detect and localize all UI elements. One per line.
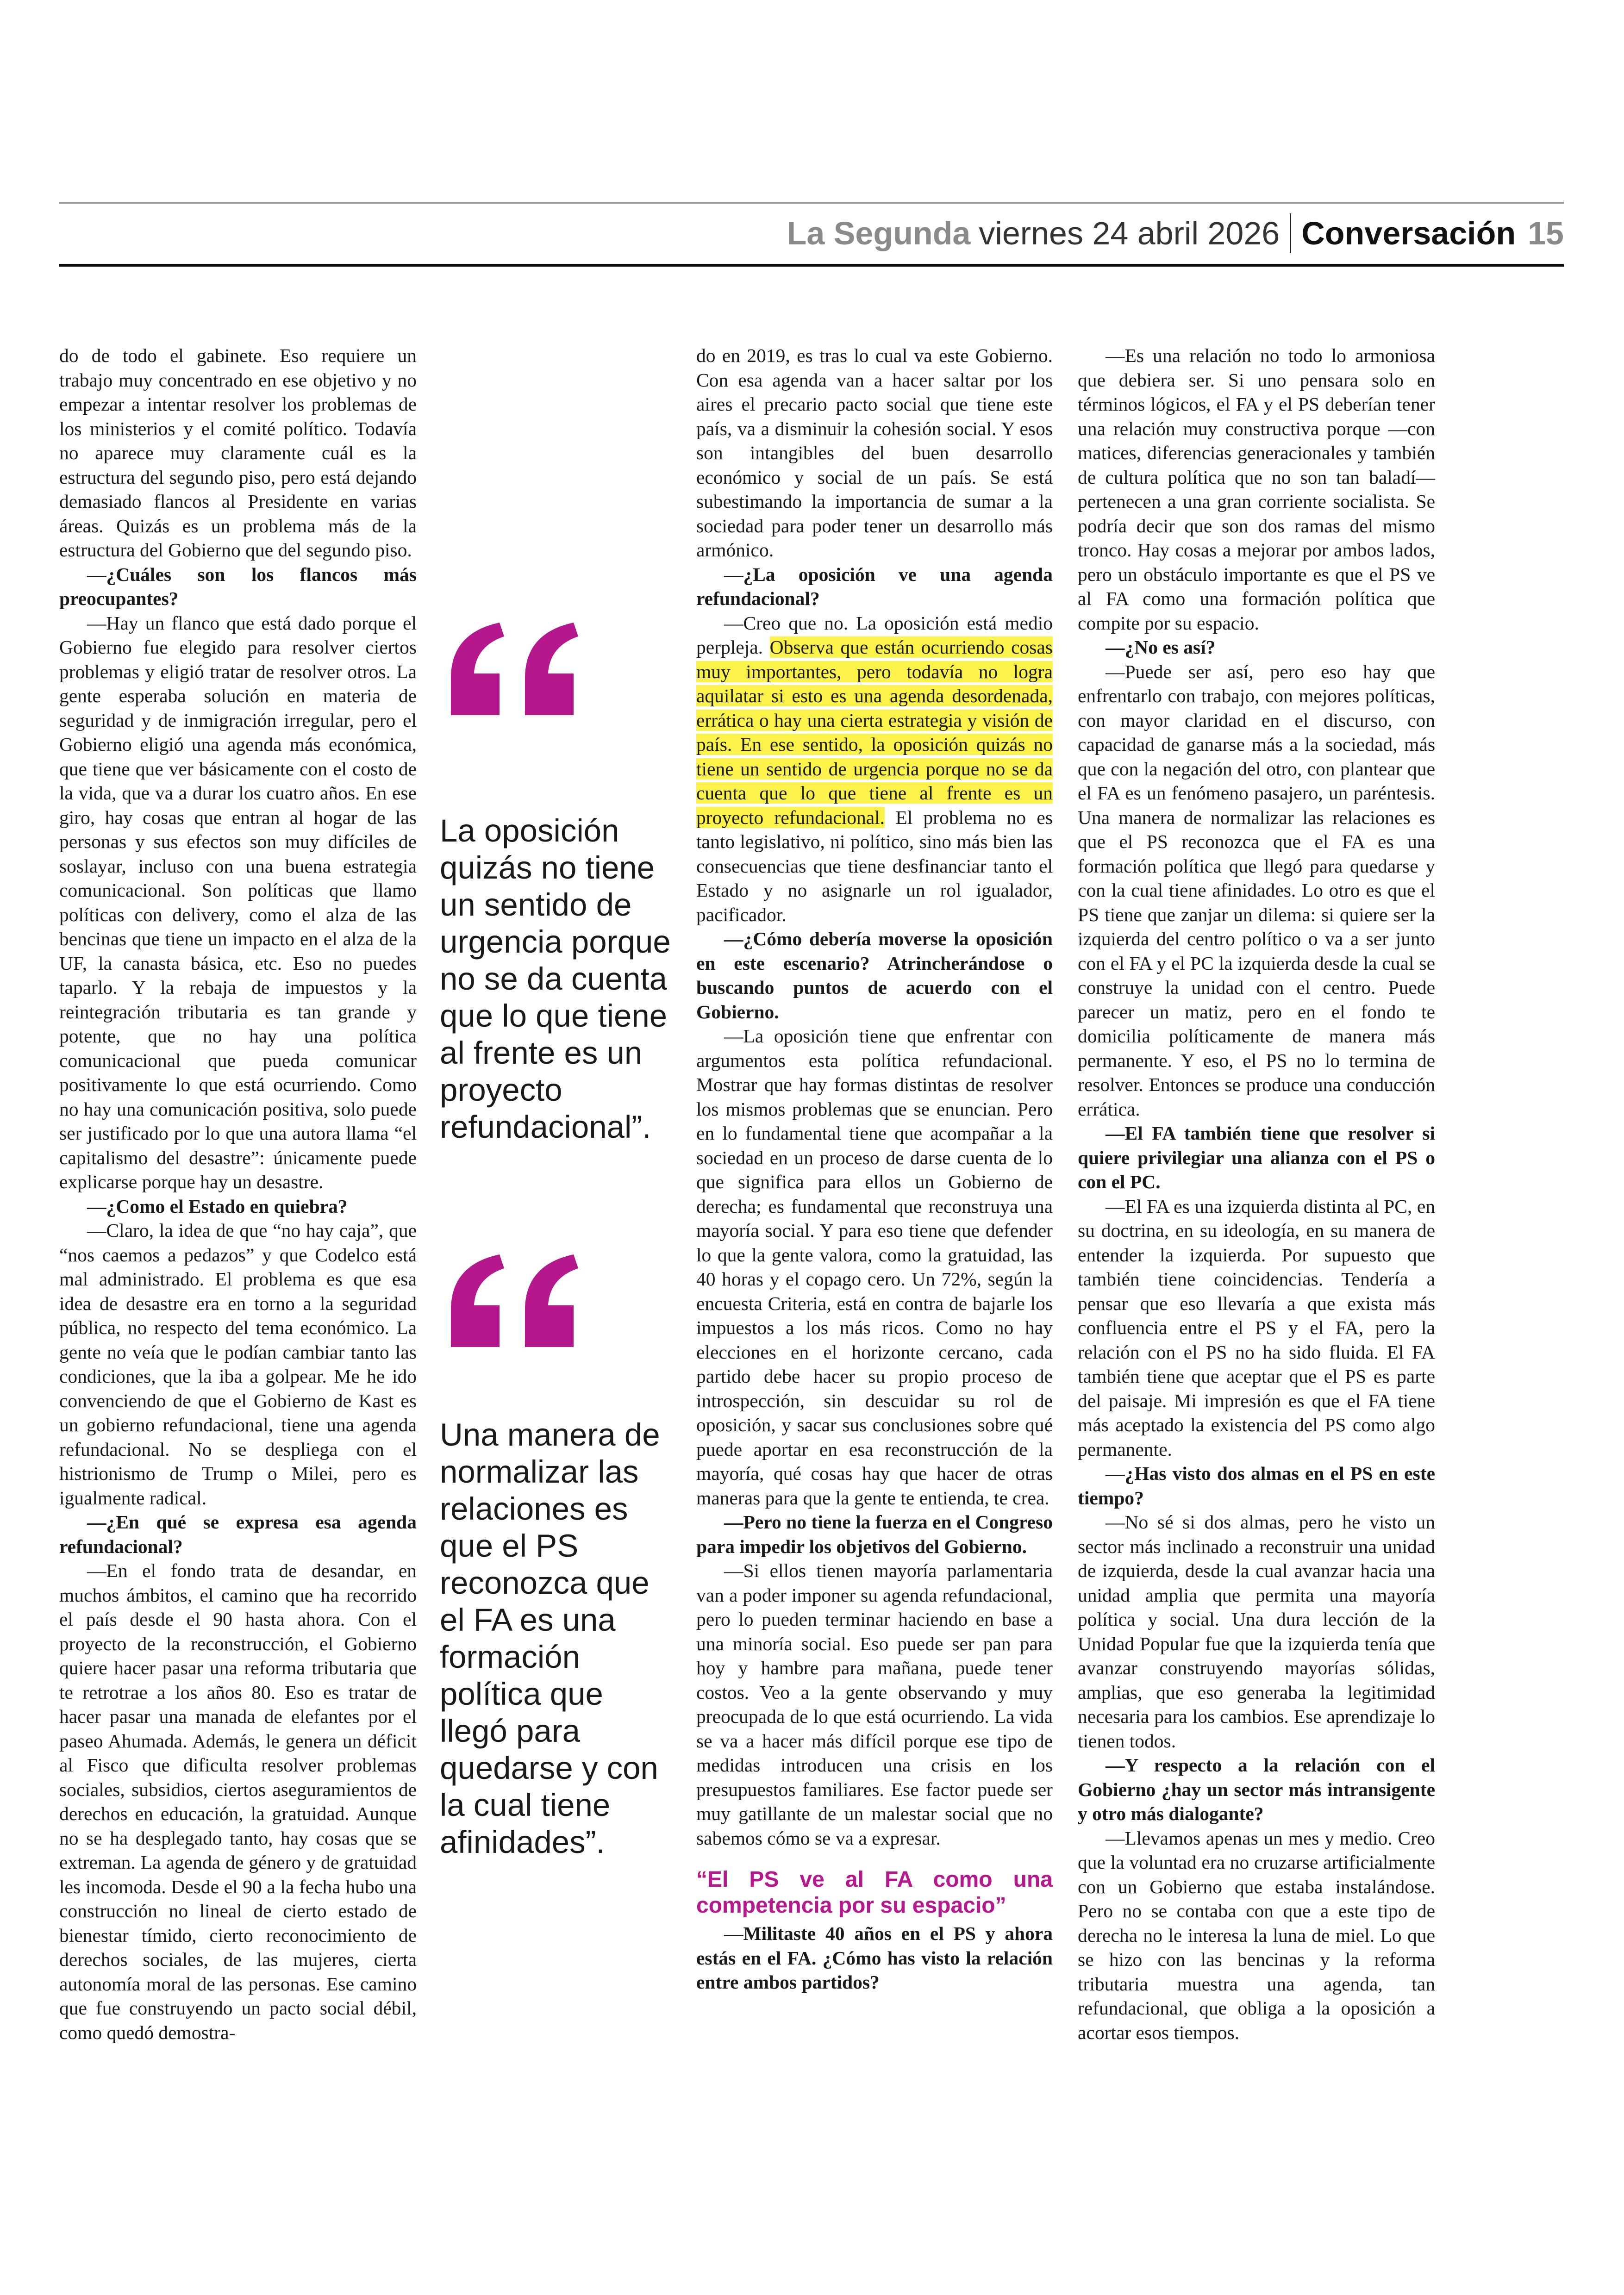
interview-question: —Pero no tiene la fuerza en el Congreso para impedir los objetivos del Gobierno.	[696, 1511, 1053, 1557]
pull-quote-1	[440, 623, 671, 1146]
paragraph: —En el fondo trata de desandar, en muchos ámbitos, el camino que ha recorrido el país desde el 90 hasta ahora. Con el proyecto de la reconstrucción, el Gobierno quiere hacer pasar una reforma tributaria que te retrotrae a los años 80. Eso es tratar de hacer pasar una manada de elefantes por el paseo Ahumada. Además, le genera un déficit al Fisco que dificulta resolver problemas sociales, subsidios, ciertos aseguramientos de derechos en educación, la gratuidad. Aunque no se ha desplegado tanto, hay cosas que se extreman. La agenda de género y de gratuidad les incomoda. Desde el 90 a la fecha hubo una construcción no lineal de cierto estado de bienestar tímido, cierto reconocimiento de derechos sociales, de las mujeres, cierta autonomía moral de las personas. Ese camino que fue construyendo un pacto social débil, como quedó demostra-	[59, 1560, 417, 2043]
section-name: Conversación	[1301, 215, 1516, 251]
interview-question: —¿No es así?	[1106, 636, 1216, 658]
pull-quote-text: La oposición quizás no tiene un sentido de urgencia porque no se da cuenta que lo que tiene al frente es un proyecto refundacional”.	[440, 813, 671, 1145]
paragraph: —La oposición tiene que enfrentar con argumentos esta política refundacional. Mostrar que hay formas distintas de resolver los mismos problemas que se enuncian. Pero en lo fundamental tiene que acompañar a la sociedad en un proceso de darse cuenta de lo que significa para ellos un Gobierno de derecha; es fundamental que reconstruya una mayoría social. Y para eso tiene que defender lo que la gente valora, como la gratuidad, las 40 horas y el copago cero. Un 72%, según la encuesta Criteria, está en contra de bajarle los impuestos a los más ricos. Como no hay elecciones en el horizonte cercano, cada partido debe hacer su propio proceso de introspección, sin descuidar su rol de oposición, y sacar sus conclusiones sobre qué puede aportar en esa reconstrucción de la mayoría, qué cosas hay que hacer de otras maneras para que la gente te entienda, te crea.	[696, 1025, 1053, 1509]
article-column-2	[696, 343, 1053, 1995]
highlighted-text: Observa que están ocurriendo cosas muy importantes, pero todavía no logra aquilatar si esto es una agenda desordenada, errática o hay una cierta estrategia y visión de país. En ese sentido, la oposición quizás no tiene un sentido de urgencia porque no se da cuenta que lo que tiene al frente es un proyecto refundacional.	[696, 636, 1053, 828]
interview-question: —¿La oposición ve una agenda refundacional?	[696, 563, 1053, 609]
paragraph-text: —Creo que no. La oposición está medio perpleja.	[696, 612, 1053, 658]
pull-quote-text: Una manera de normalizar las relaciones es que el PS reconozca que el FA es una formación política que llegó para quedarse y con la cual tiene afinidades”.	[440, 1417, 660, 1860]
paragraph: do de todo el gabinete. Eso requiere un trabajo muy concentrado en ese objetivo y no empezar a intentar resolver los problemas de los ministerios y el comité político. Todavía no aparece muy claramente cuál es la estructura del segundo piso, pero está dejando demasiado flancos al Presidente en varias áreas. Quizás es un problema más de la estructura del Gobierno que del segundo piso.	[59, 345, 417, 561]
masthead	[59, 207, 1564, 259]
pull-quote-2	[440, 1254, 671, 1861]
interview-question: —¿Has visto dos almas en el PS en este tiempo?	[1078, 1463, 1435, 1509]
interview-question: —Y respecto a la relación con el Gobierno ¿hay un sector más intransigente y otro más dialogante?	[1078, 1754, 1435, 1824]
issue-date: viernes 24 abril 2026	[979, 215, 1280, 251]
top-rule	[59, 202, 1564, 204]
paragraph: —Llevamos apenas un mes y medio. Creo que la voluntad era no cruzarse artificialmente con un Gobierno que estaba instalándose. Pero no se contaba con que a este tipo de derecha no le interesa la luna de miel. Lo que se hizo con las bencinas y la reforma tributaria muestra una agenda, tan refundacional, que obliga a la oposición a acortar esos tiempos.	[1078, 1827, 1435, 2043]
masthead-divider	[1290, 213, 1291, 253]
interview-question: —Militaste 40 años en el PS y ahora estás en el FA. ¿Cómo has visto la relación entre ambos partidos?	[696, 1923, 1053, 1993]
paragraph: —Es una relación no todo lo armoniosa que debiera ser. Si uno pensara solo en términos lógicos, el FA y el PS deberían tener una relación muy constructiva porque —con matices, diferencias generacionales y también de cultura política que no son tan baladí— pertenecen a una gran corriente socialista. Se podría decir que son dos ramas del mismo tronco. Hay cosas a mejorar por ambos lados, pero un obstáculo importante es que el PS ve al FA como una formación política que compite por su espacio.	[1078, 345, 1435, 634]
section-subheading: “El PS ve al FA como una competencia por su espacio”	[696, 1867, 1053, 1918]
interview-question: —¿Como el Estado en quiebra?	[87, 1195, 348, 1217]
paragraph: —Claro, la idea de que “no hay caja”, que “nos caemos a pedazos” y que Codelco está mal administrado. El problema es que esa idea de desastre era en torno a la seguridad pública, no respecto del tema económico. La gente no veía que le podían cambiar tanto las condiciones, que la iba a golpear. Me he ido convenciendo de que el Gobierno de Kast es un gobierno refundacional, tiene una agenda refundacional. No se despliega con el histrionismo de Trump o Milei, pero es igualmente radical.	[59, 1220, 417, 1509]
paragraph: —Puede ser así, pero eso hay que enfrentarlo con trabajo, con mejores políticas, con mayor claridad en el discurso, con capacidad de ganarse más a la sociedad, más que con la negación del otro, con plantear que el FA es un fenómeno pasajero, un paréntesis. Una manera de normalizar las relaciones es que el PS reconozca que el FA es una formación política que llegó para quedarse y con la cual tiene afinidades. Lo otro es que el PS tiene que zanjar un dilema: si quiere ser la izquierda del centro político o va a ser junto con el FA y el PC la izquierda desde la cual se construye la unidad con el centro. Puede parecer un matiz, pero en el fondo te domicilia políticamente de manera más permanente. Y eso, el PS no lo termina de resolver. Entonces se produce una conducción errática.	[1078, 661, 1435, 1120]
page-number: 15	[1528, 215, 1564, 251]
article-column-1	[59, 343, 417, 2045]
newspaper-name: La Segunda	[787, 215, 971, 251]
quote-mark-icon	[442, 1254, 590, 1347]
paragraph: —Si ellos tienen mayoría parlamentaria van a poder imponer su agenda refundacional, pero lo pueden terminar haciendo en base a una minoría social. Eso puede ser pan para hoy y hambre para mañana, puede tener costos. Veo a la gente observando y muy preocupada de lo que está ocurriendo. La vida se va a hacer más difícil porque ese tipo de medidas introducen una crisis en los presupuestos familiares. Ese factor puede ser muy gatillante de un malestar social que no sabemos cómo se va a expresar.	[696, 1560, 1053, 1849]
paragraph-text: El problema no es tanto legislativo, ni político, sino más bien las consecuencias que tiene desfinanciar tanto el Estado y no asignarle un rol igualador, pacificador.	[696, 806, 1053, 925]
masthead-rule	[59, 264, 1564, 267]
interview-question: —El FA también tiene que resolver si quiere privilegiar una alianza con el PS o con el PC.	[1078, 1123, 1435, 1192]
paragraph	[696, 611, 1053, 927]
paragraph: —No sé si dos almas, pero he visto un sector más inclinado a reconstruir una unidad de izquierda, desde la cual avanzar hacia una unidad amplia que permita una mayoría política y social. Una dura lección de la Unidad Popular fue que la izquierda tenía que avanzar construyendo mayorías sólidas, amplias, que eso generaba la legitimidad necesaria para los cambios. Ese aprendizaje lo tienen todos.	[1078, 1511, 1435, 1752]
interview-question: —¿Cómo debería moverse la oposición en este escenario? Atrincherándose o buscando puntos de acuerdo con el Gobierno.	[696, 928, 1053, 1023]
paragraph: do en 2019, es tras lo cual va este Gobierno. Con esa agenda van a hacer saltar por los aires el precario pacto social que tiene este país, va a disminuir la cohesión social. Y esos son intangibles del buen desarrollo económico y social de un país. Se está subestimando la importancia de sumar a la sociedad para poder tener un desarrollo más armónico.	[696, 345, 1053, 561]
article-column-3	[1078, 343, 1435, 2045]
interview-question: —¿En qué se expresa esa agenda refundacional?	[59, 1511, 417, 1557]
paragraph: —Hay un flanco que está dado porque el Gobierno fue elegido para resolver ciertos problemas y eligió tratar de resolver otros. La gente esperaba solución en materia de seguridad y de inmigración irregular, pero el Gobierno eligió una agenda más económica, que tiene que ver básicamente con el costo de la vida, que va a durar los cuatro años. En ese giro, hay cosas que entran al hogar de las personas y sus efectos son muy difíciles de soslayar, incluso con una buena estrategia comunicacional. Son políticas que llamo políticas con delivery, como el alza de las bencinas que tiene un impacto en el alza de la UF, la canasta básica, etc. Eso no puedes taparlo. Y la rebaja de impuestos y la reintegración tributaria es tan grande y potente, que no hay una política comunicacional que pueda comunicar positivamente lo que está ocurriendo. Como no hay una comunicación positiva, solo puede ser justificado por lo que una autora llama “el capitalismo del desastre”: únicamente puede explicarse porque hay un desastre.	[59, 612, 417, 1192]
interview-question: —¿Cuáles son los flancos más preocupantes?	[59, 563, 417, 609]
quote-mark-icon	[442, 623, 590, 715]
paragraph: —El FA es una izquierda distinta al PC, en su doctrina, en su ideología, en su manera de entender la izquierda. Por supuesto que también tiene coincidencias. Tendería a pensar que eso llevaría a que exista más confluencia entre el PS y el FA, pero la relación con el PS no ha sido fluida. El FA también tiene que aceptar que el PS es parte del paisaje. Mi impresión es que el FA tiene más aceptado la existencia del PS como algo permanente.	[1078, 1195, 1435, 1460]
